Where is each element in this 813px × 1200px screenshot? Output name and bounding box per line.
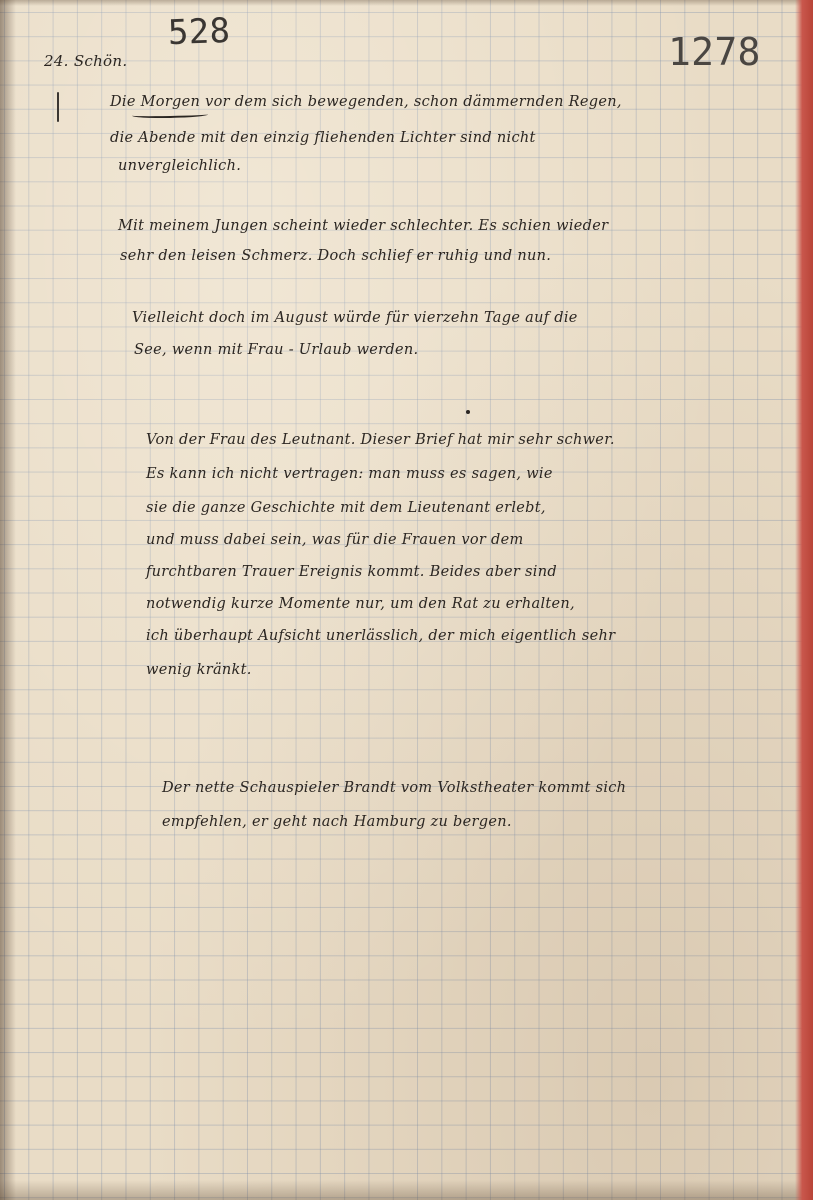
text-line: See, wenn mit Frau - Urlaub werden.	[134, 342, 419, 358]
underline-stroke	[132, 111, 208, 118]
text-line: notwendig kurze Momente nur, um den Rat zu erhalten,	[146, 596, 575, 612]
text-line: Der nette Schauspieler Brandt vom Volkstheater kommt sich	[162, 780, 627, 796]
text-line: Vielleicht doch im August würde für vierzehn Tage auf die	[132, 310, 578, 326]
text-line: die Abende mit den einzig fliehenden Lichter sind nicht	[110, 130, 536, 146]
binding-shadow	[0, 0, 16, 1200]
text-line: empfehlen, er geht nach Hamburg zu bergen.	[162, 814, 512, 830]
red-page-edge	[795, 0, 813, 1200]
text-line: und muss dabei sein, was für die Frauen vor dem	[146, 532, 524, 548]
text-line: Mit meinem Jungen scheint wieder schlechter. Es schien wieder	[118, 218, 609, 234]
page-edge-bottom	[0, 1180, 813, 1200]
text-line: sie die ganze Geschichte mit dem Lieutenant erlebt,	[146, 500, 546, 516]
text-line: Von der Frau des Leutnant. Dieser Brief hat mir sehr schwer.	[146, 432, 615, 448]
page-number-top: 528	[167, 10, 231, 54]
text-line: unvergleichlich.	[118, 158, 242, 174]
margin-stroke	[57, 92, 59, 122]
text-line: Es kann ich nicht vertragen: man muss es sagen, wie	[146, 466, 553, 482]
text-line: Die Morgen vor dem sich bewegenden, schon dämmernden Regen,	[110, 94, 622, 110]
ink-dot	[466, 410, 470, 414]
archive-number: 1278	[668, 30, 761, 74]
text-line: ich überhaupt Aufsicht unerlässlich, der mich eigentlich sehr	[146, 628, 616, 644]
text-line: sehr den leisen Schmerz. Doch schlief er ruhig und nun.	[120, 248, 552, 264]
text-line: wenig kränkt.	[146, 662, 252, 678]
page-edge-top	[0, 0, 813, 6]
entry-date: 24. Schön.	[44, 52, 128, 70]
text-line: furchtbaren Trauer Ereignis kommt. Beides aber sind	[146, 564, 557, 580]
